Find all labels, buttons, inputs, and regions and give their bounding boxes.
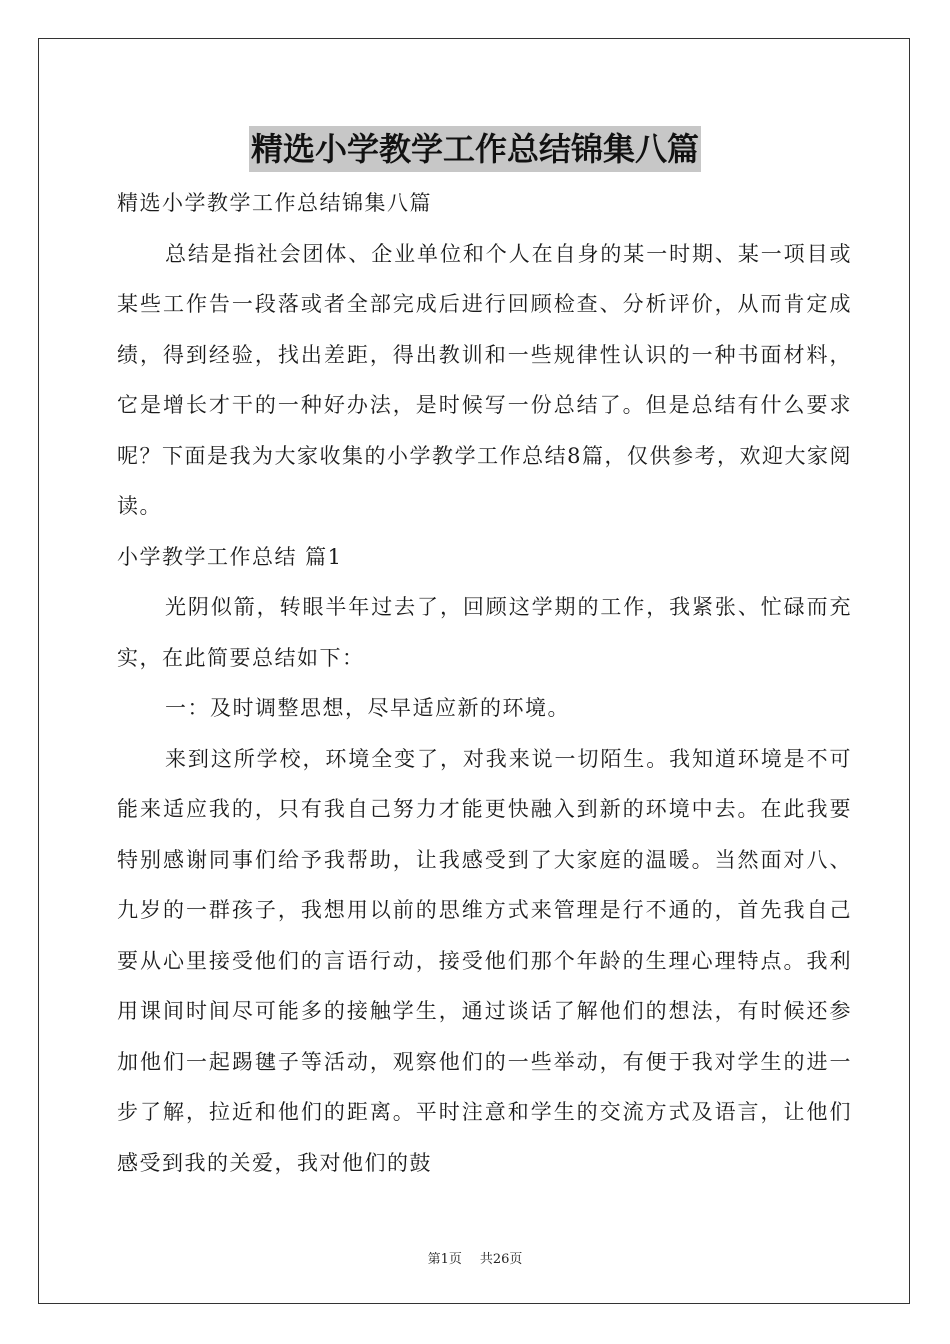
page-total: 共26页	[479, 1252, 523, 1267]
subtitle-paragraph: 精选小学教学工作总结锦集八篇	[117, 191, 432, 215]
page-number: 第1页	[427, 1252, 462, 1267]
point-heading: 一：及时调整思想，尽早适应新的环境。	[165, 696, 570, 720]
document-body	[117, 178, 852, 1188]
body-paragraph: 来到这所学校，环境全变了，对我来说一切陌生。我知道环境是不可能来适应我的，只有我自己努力才能更快融入到新的环境中去。在此我要特别感谢同事们给予我帮助，让我感受到了大家庭的温暖。当然面对八、九岁的一群孩子，我想用以前的思维方式来管理是行不通的，首先我自己要从心里接受他们的言语行动，接受他们那个年龄的生理心理特点。我利用课间时间尽可能多的接触学生，通过谈话了解他们的想法，有时候还参加他们一起踢毽子等活动，观察他们的一些举动，有便于我对学生的进一步了解，拉近和他们的距离。平时注意和学生的交流方式及语言，让他们感受到我的关爱，我对他们的鼓	[117, 746, 852, 1175]
intro-paragraph: 总结是指社会团体、企业单位和个人在自身的某一时期、某一项目或某些工作告一段落或者全部完成后进行回顾检查、分析评价，从而肯定成绩，得到经验，找出差距，得出教训和一些规律性认识的一种书面材料，它是增长才干的一种好办法，是时候写一份总结了。但是总结有什么要求呢？下面是我为大家收集的小学教学工作总结8篇，仅供参考，欢迎大家阅读。	[117, 241, 852, 518]
section-heading: 小学教学工作总结 篇1	[117, 544, 343, 569]
page-footer	[0, 1248, 950, 1267]
title-container	[0, 126, 950, 172]
body-paragraph: 光阴似箭，转眼半年过去了，回顾这学期的工作，我紧张、忙碌而充实，在此简要总结如下：	[117, 595, 852, 670]
document-title: 精选小学教学工作总结锦集八篇	[249, 126, 701, 172]
